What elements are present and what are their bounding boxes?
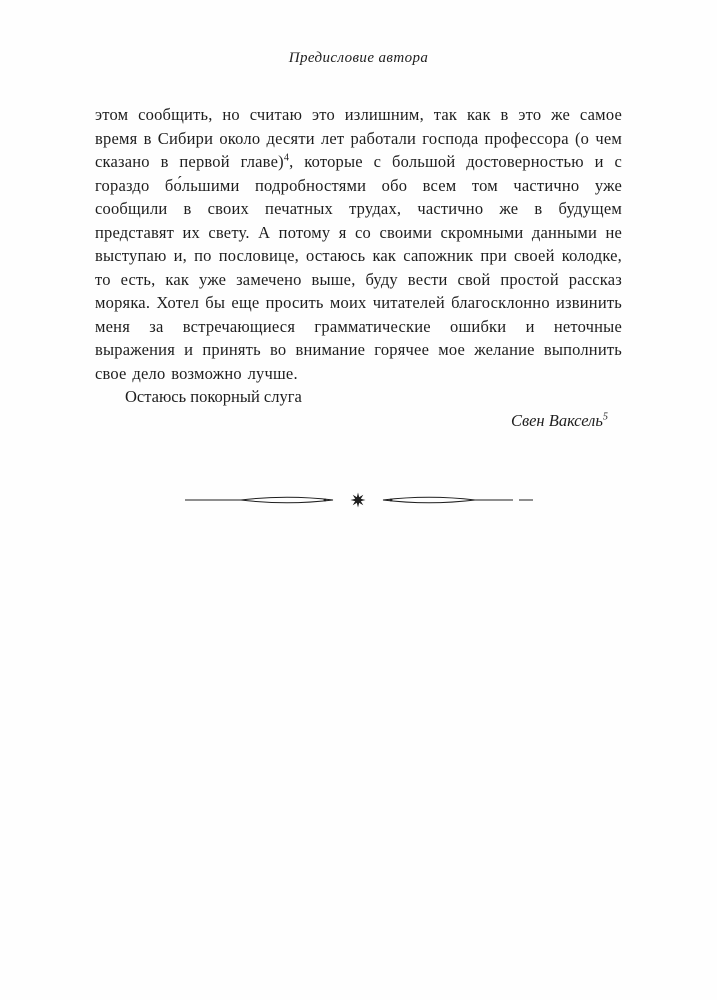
- divider-left-dot: [323, 499, 326, 502]
- running-header: Предисловие автора: [288, 50, 429, 66]
- paragraph-text-continued: , которые с большой достоверностью и с гораздо бо́льшими подробностями обо всем том частично уже сообщили в своих печатных трудах, частично же в будущем представят их свету. А потому я со своими скромными данными не выступаю и, по пословице, остаюсь как сапожник при своей колодке, то есть, как уже замечено выше, буду вести свой простой рассказ моряка. Хотел бы еще просить моих читателей благосклонно извинить меня за встречающиеся грамматические ошибки и неточные выражения и принять во внимание горячее мое желание выполнить свое дело возможно лучше.: [95, 152, 623, 383]
- divider-right-dot: [389, 499, 392, 502]
- paragraph: [95, 103, 622, 385]
- signature-line: [95, 409, 622, 433]
- paragraph-text: этом сообщить, но считаю это излишним, так как в это же самое время в Сибири около десяти лет работали господа профессора (о чем сказано в первой главе): [95, 105, 622, 171]
- footnote-marker-4: 4: [283, 152, 290, 164]
- body-text: [95, 103, 622, 432]
- closing-line: Остаюсь покорный слуга: [125, 387, 302, 406]
- signature-name: Свен Ваксель: [510, 410, 603, 430]
- section-divider-ornament: [95, 490, 622, 510]
- divider-left-lens: [241, 497, 333, 503]
- divider-ornament-graphic: [183, 490, 535, 510]
- divider-right-lens: [383, 497, 475, 503]
- star-icon: [347, 490, 368, 510]
- footnote-marker-5: 5: [602, 411, 608, 422]
